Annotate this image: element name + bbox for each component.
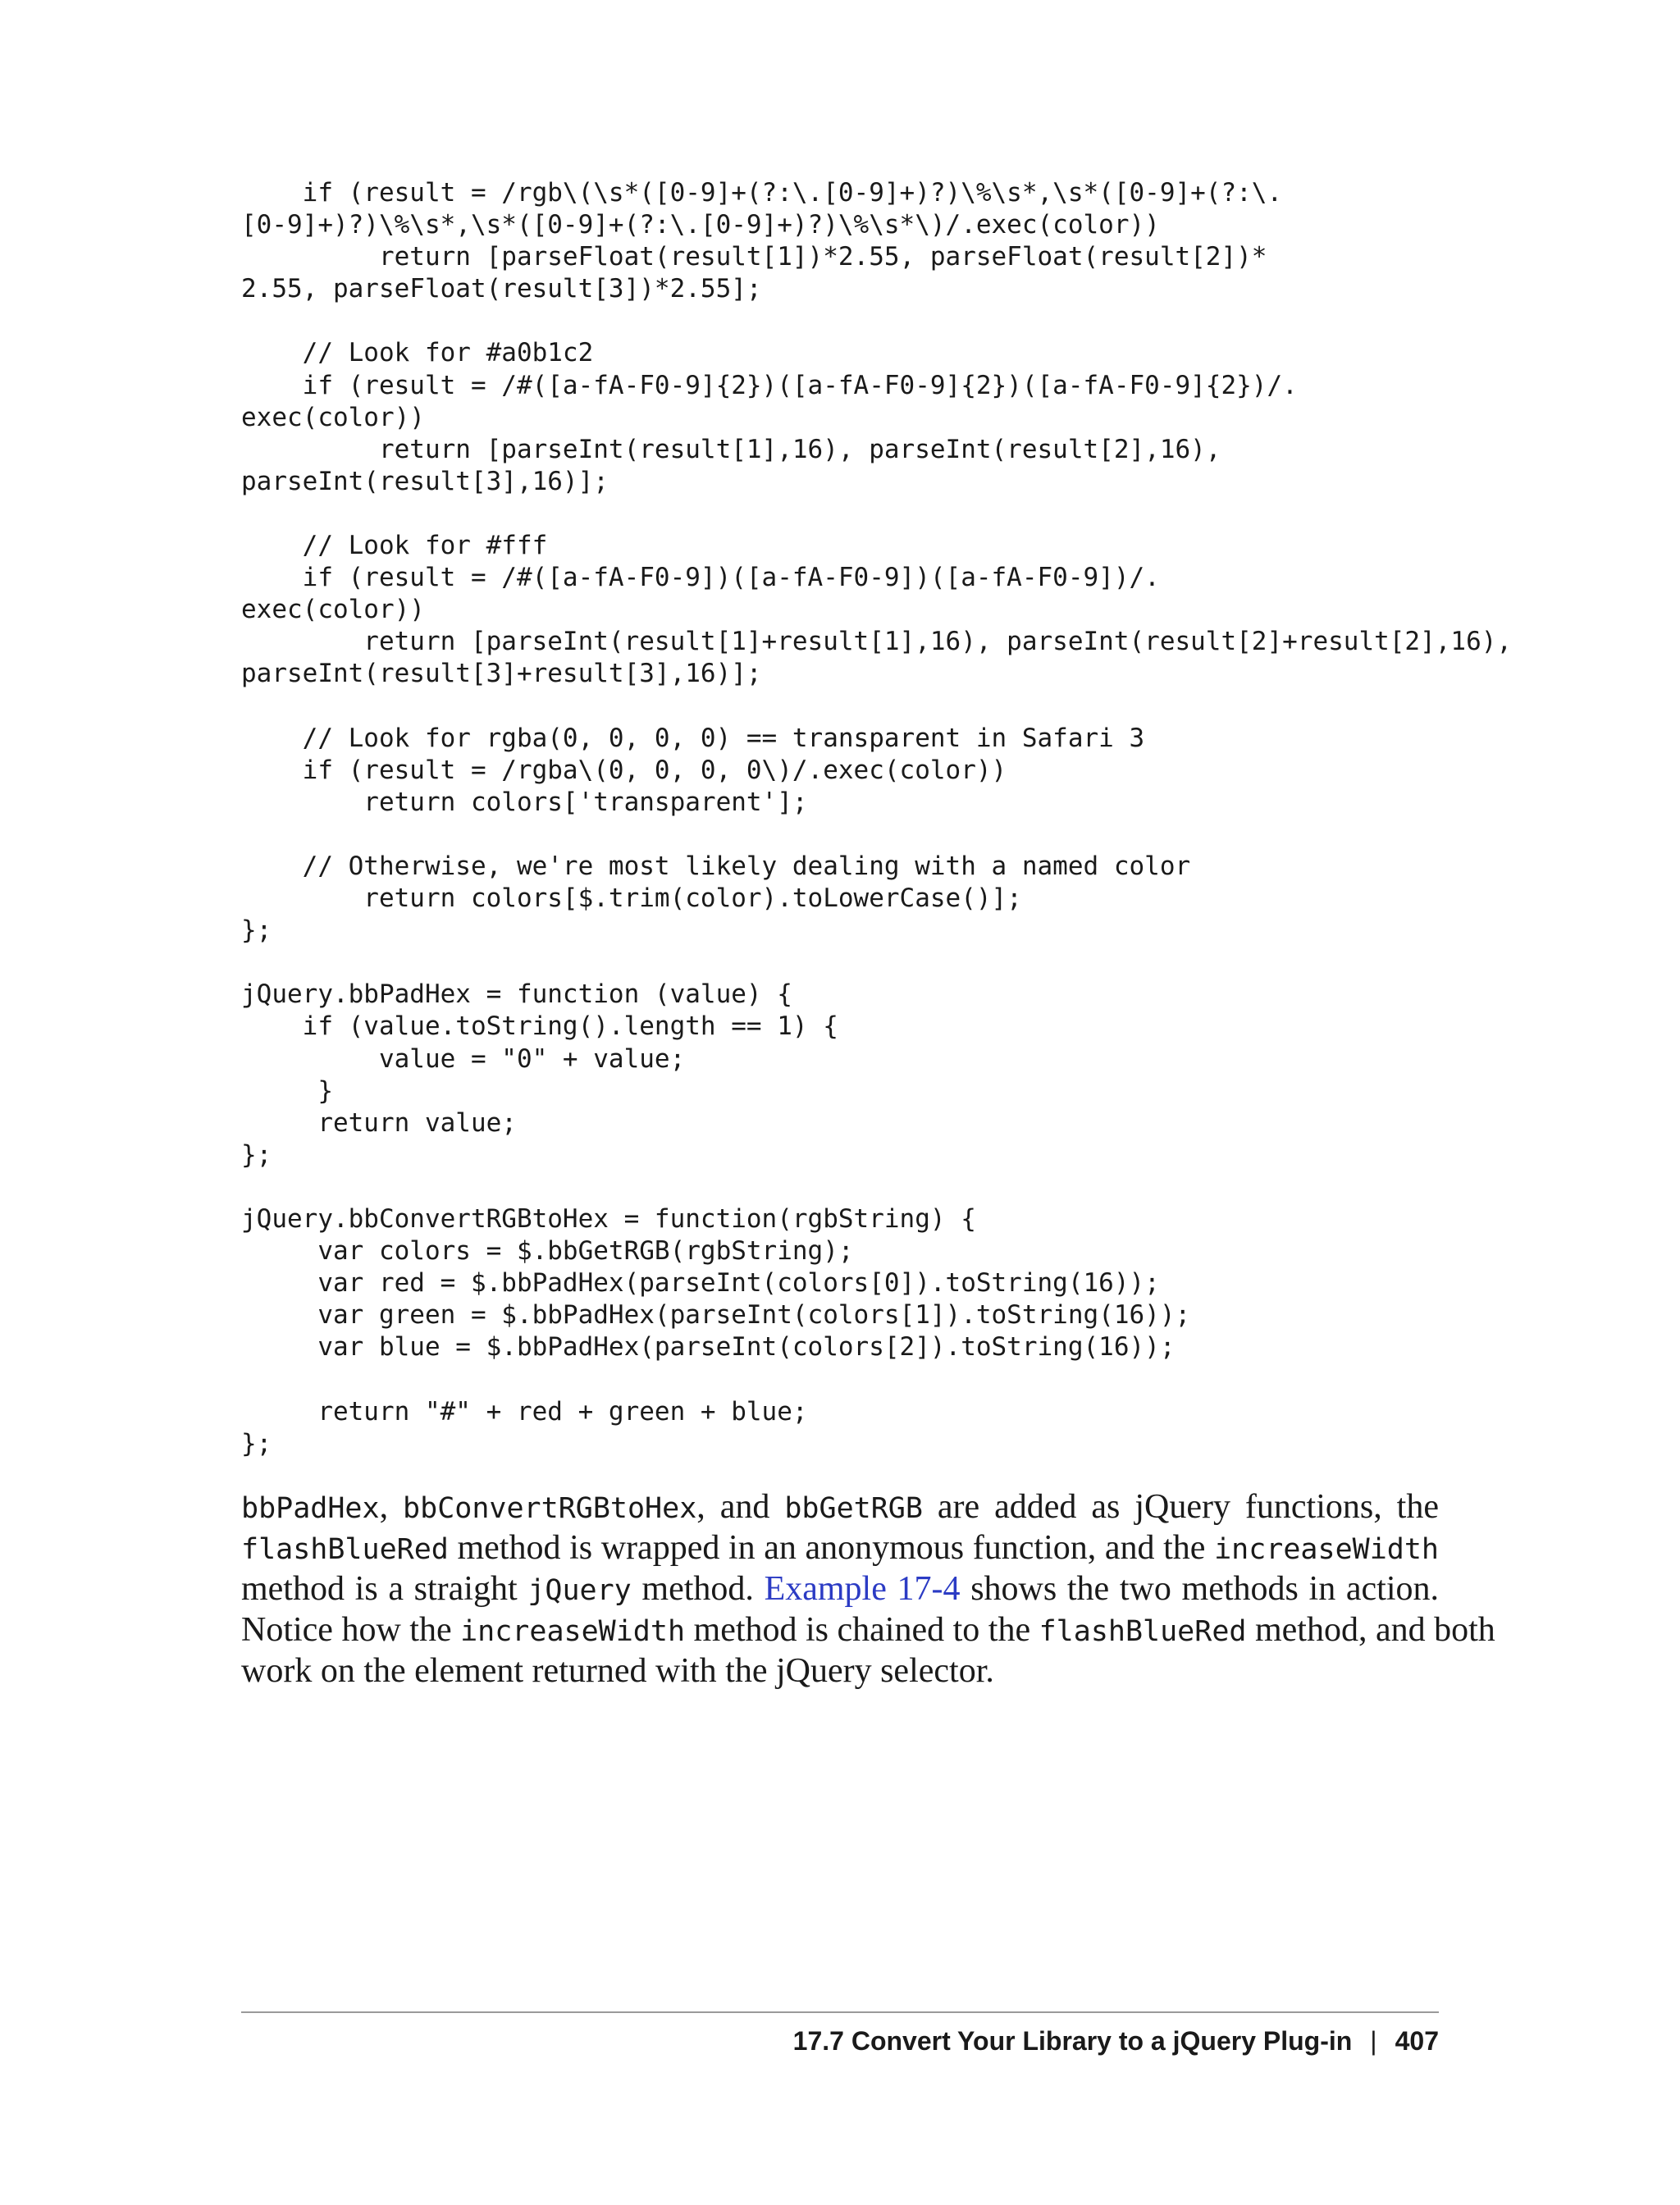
inline-code-flashbluered: flashBlueRed xyxy=(241,1533,449,1566)
code-listing xyxy=(241,177,1513,1460)
code-line: exec(color)) xyxy=(241,595,425,625)
code-line: if (value.toString().length == 1) { xyxy=(241,1011,838,1042)
paragraph-text: method is a straight xyxy=(241,1570,528,1608)
code-line: parseInt(result[3]+result[3],16)]; xyxy=(241,659,762,689)
body-paragraph xyxy=(241,1486,1495,1691)
code-line: var blue = $.bbPadHex(parseInt(colors[2]).toString(16)); xyxy=(241,1332,1176,1363)
paragraph-line-4 xyxy=(241,1609,1495,1650)
paragraph-text: method. xyxy=(631,1570,765,1608)
code-line: return [parseInt(result[1]+result[1],16), parseInt(result[2]+result[2],16), xyxy=(241,627,1513,657)
code-line: }; xyxy=(241,1428,272,1459)
code-line: var red = $.bbPadHex(parseInt(colors[0]).toString(16)); xyxy=(241,1268,1160,1299)
running-footer xyxy=(793,2023,1439,2059)
code-line: return [parseFloat(result[1])*2.55, parseFloat(result[2])* xyxy=(241,242,1267,272)
code-line: if (result = /rgb\(\s*([0-9]+(?:\.[0-9]+)?)\%\s*,\s*([0-9]+(?:\. xyxy=(241,178,1283,208)
code-line xyxy=(241,691,1439,723)
page-number: 407 xyxy=(1395,2026,1439,2056)
footer-separator: | xyxy=(1370,2026,1377,2056)
code-line: return colors[$.trim(color).toLowerCase()]; xyxy=(241,883,1022,914)
inline-code-bbpadhex: bbPadHex xyxy=(241,1492,380,1525)
code-line: var colors = $.bbGetRGB(rgbString); xyxy=(241,1236,854,1267)
code-line: parseInt(result[3],16)]; xyxy=(241,466,609,496)
footer-section-title: 17.7 Convert Your Library to a jQuery Plug-in xyxy=(792,2026,1353,2056)
code-line: return colors['transparent']; xyxy=(241,787,808,817)
paragraph-text: work on the element returned with the jQuery selector. xyxy=(241,1652,994,1690)
paragraph-line-5 xyxy=(241,1650,1439,1691)
footer-divider xyxy=(241,2011,1439,2013)
inline-code-bbgetrgb: bbGetRGB xyxy=(784,1492,923,1525)
code-line: if (result = /rgba\(0, 0, 0, 0\)/.exec(color)) xyxy=(241,755,1007,785)
code-line: // Look for rgba(0, 0, 0, 0) == transparent in Safari 3 xyxy=(241,723,1145,753)
code-line: // Look for #fff xyxy=(241,531,548,561)
code-line: if (result = /#([a-fA-F0-9])([a-fA-F0-9])([a-fA-F0-9])/. xyxy=(241,563,1160,593)
paragraph-text: method is wrapped in an anonymous function, and the xyxy=(448,1529,1215,1567)
code-line: 2.55, parseFloat(result[3])*2.55]; xyxy=(241,274,762,304)
code-line: jQuery.bbPadHex = function (value) { xyxy=(241,979,792,1010)
paragraph-line-2 xyxy=(241,1527,1439,1568)
paragraph-line-1 xyxy=(241,1486,1439,1527)
example-17-4-link[interactable]: Example 17-4 xyxy=(764,1570,961,1608)
inline-code-increasewidth: increaseWidth xyxy=(1214,1533,1439,1566)
paragraph-text: method, and both xyxy=(1246,1611,1495,1649)
code-line: } xyxy=(241,1075,333,1106)
code-line: return [parseInt(result[1],16), parseInt(result[2],16), xyxy=(241,434,1221,464)
code-line: // Look for #a0b1c2 xyxy=(241,338,594,368)
code-line: // Otherwise, we're most likely dealing with a named color xyxy=(241,851,1191,881)
paragraph-text: are added as jQuery functions, the xyxy=(922,1488,1439,1526)
code-line: [0-9]+)?)\%\s*,\s*([0-9]+(?:\.[0-9]+)?)\%\s*\)/.exec(color)) xyxy=(241,210,1160,240)
code-line: return value; xyxy=(241,1107,517,1138)
code-line xyxy=(241,1171,1439,1203)
paragraph-text: , xyxy=(379,1488,404,1526)
code-line xyxy=(241,947,1439,979)
inline-code-flashbluered: flashBlueRed xyxy=(1039,1615,1247,1648)
inline-code-increasewidth: increaseWidth xyxy=(460,1615,686,1648)
paragraph-line-3 xyxy=(241,1568,1439,1609)
paragraph-text: Notice how the xyxy=(241,1611,461,1649)
code-line: value = "0" + value; xyxy=(241,1043,686,1074)
code-line: jQuery.bbConvertRGBtoHex = function(rgbString) { xyxy=(241,1204,976,1234)
code-line xyxy=(241,819,1439,851)
paragraph-text: shows the two methods in action. xyxy=(960,1570,1439,1608)
code-line: }; xyxy=(241,915,272,946)
code-line: exec(color)) xyxy=(241,402,425,432)
code-line: if (result = /#([a-fA-F0-9]{2})([a-fA-F0-9]{2})([a-fA-F0-9]{2})/. xyxy=(241,370,1298,400)
code-line xyxy=(241,305,1439,337)
paragraph-text: , and xyxy=(696,1488,785,1526)
code-line xyxy=(241,1363,1439,1395)
code-line: var green = $.bbPadHex(parseInt(colors[1]).toString(16)); xyxy=(241,1300,1191,1331)
code-line xyxy=(241,498,1439,530)
inline-code-bbconvertrgbtohex: bbConvertRGBtoHex xyxy=(403,1492,697,1525)
code-line: }; xyxy=(241,1139,272,1170)
paragraph-text: method is chained to the xyxy=(685,1611,1039,1649)
code-line: return "#" + red + green + blue; xyxy=(241,1396,808,1427)
inline-code-jquery: jQuery xyxy=(527,1574,632,1607)
